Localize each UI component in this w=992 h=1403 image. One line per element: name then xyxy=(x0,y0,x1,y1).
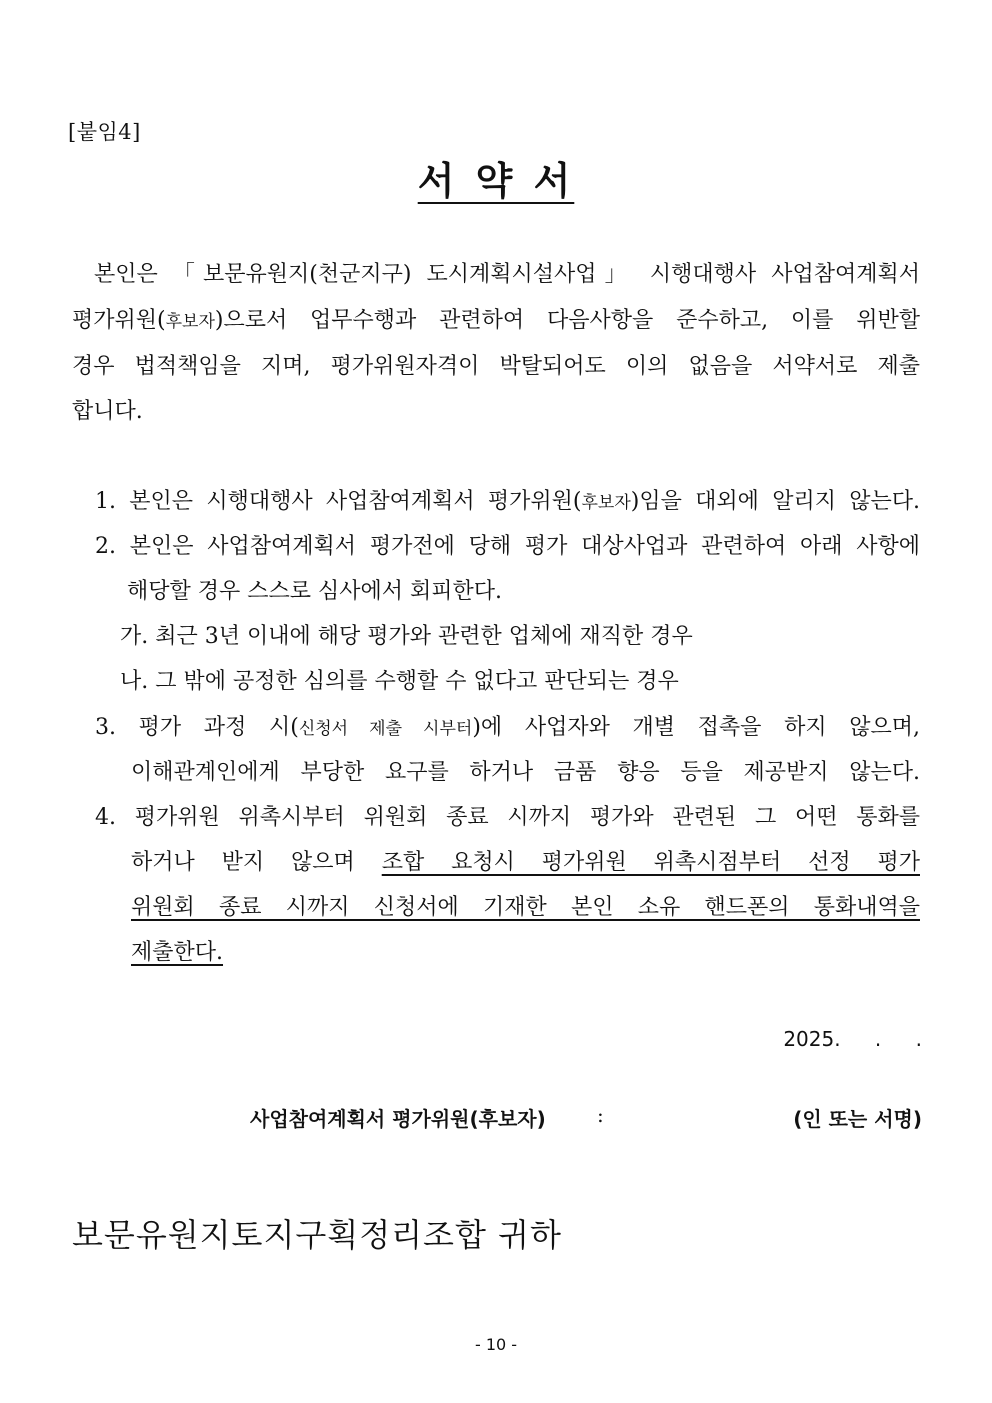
item-3-line-1 xyxy=(95,713,920,744)
item-4-line-2-a: 하거나 받지 않으며 xyxy=(131,850,382,875)
item-1-a: 1. 본인은 시행대행사 사업참여계획서 평가위원( xyxy=(95,489,582,514)
document-title xyxy=(0,150,992,205)
intro-line-2-a: 평가위원( xyxy=(72,308,166,333)
intro-line-2 xyxy=(72,306,920,337)
item-3-line-2: 이해관계인에게 부당한 요구를 하거나 금품 향응 등을 제공받지 않는다. xyxy=(131,760,920,785)
item-4-line-4: 제출한다. xyxy=(131,940,224,965)
item-2-line-2: 해당할 경우 스스로 심사에서 회피한다. xyxy=(127,579,502,604)
item-2-sub-na: 나. 그 밖에 공정한 심의를 수행할 수 없다고 판단되는 경우 xyxy=(120,669,679,694)
document-title-text: 서 약 서 xyxy=(417,159,575,203)
intro-line-3: 경우 법적책임을 지며, 평가위원자격이 박탈되어도 이의 없음을 서약서로 제출 xyxy=(72,354,920,379)
item-2-sub-ga: 가. 최근 3년 이내에 해당 평가와 관련한 업체에 재직한 경우 xyxy=(120,624,693,649)
item-3-line-1-b: )에 사업자와 개별 접촉을 하지 않으며, xyxy=(472,715,920,740)
item-1-small: 후보자 xyxy=(581,493,631,513)
item-4-line-3: 위원회 종료 시까지 신청서에 기재한 본인 소유 핸드폰의 통화내역을 xyxy=(131,895,920,920)
item-1 xyxy=(95,487,920,518)
attachment-label: [붙임4] xyxy=(68,120,141,144)
item-2-line-1: 2. 본인은 사업참여계획서 평가전에 당해 평가 대상사업과 관련하여 아래 사항에 xyxy=(95,534,920,559)
addressee: 보문유원지토지구획정리조합 귀하 xyxy=(72,1216,562,1254)
item-3-line-1-small: 신청서 제출 시부터 xyxy=(298,719,473,739)
item-4-line-2-underlined: 조합 요청시 평가위원 위촉시점부터 선정 평가 xyxy=(381,850,920,875)
item-3-line-1-a: 3. 평가 과정 시( xyxy=(95,715,299,740)
item-4-line-2 xyxy=(131,848,920,878)
item-1-b: )임을 대외에 알리지 않는다. xyxy=(630,489,920,514)
signature-label: 사업참여계획서 평가위원(후보자) xyxy=(250,1107,546,1131)
intro-line-1: 본인은 「보문유원지(천군지구) 도시계획시설사업」 시행대행사 사업참여계획서 xyxy=(94,262,920,287)
date-field: 2025. . . xyxy=(783,1027,922,1051)
signature-seal: (인 또는 서명) xyxy=(793,1107,922,1131)
intro-line-2-b: )으로서 업무수행과 관련하여 다음사항을 준수하고, 이를 위반할 xyxy=(214,308,920,333)
intro-line-2-small: 후보자 xyxy=(165,312,215,332)
item-4-line-1: 4. 평가위원 위촉시부터 위원회 종료 시까지 평가와 관련된 그 어떤 통화를 xyxy=(95,805,920,830)
intro-line-4: 합니다. xyxy=(72,399,143,424)
page-number: - 10 - xyxy=(474,1335,518,1354)
signature-colon: : xyxy=(597,1103,604,1127)
